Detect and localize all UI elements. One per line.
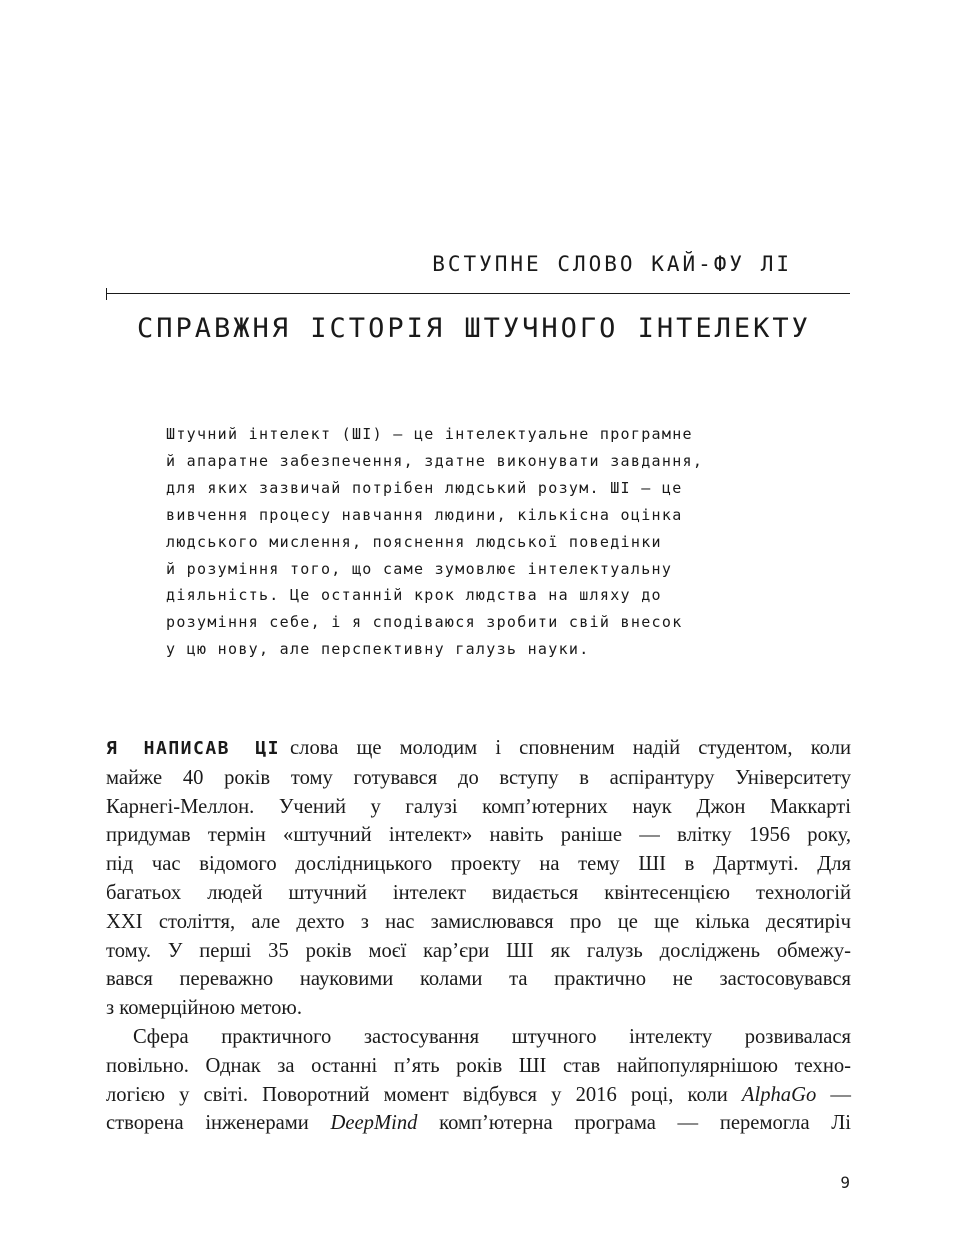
page-number: 9 [840,1173,850,1192]
body-line [106,1109,851,1138]
body-line-text: слова ще молодим і сповненим надій студентом, коли [290,737,851,759]
body-line: придумав термін «штучний інтелект» навіть раніше — влітку 1956 року, [106,824,851,847]
body-text-run: логією у світі. Поворотний момент відбувся у 2016 році, коли [106,1083,742,1106]
body-line [106,1081,851,1110]
epigraph-line: діяльність. Це останній крок людства на шляху до [166,586,662,605]
body-line: повільно. Однак за останні п’ять років ШІ став найпопулярнішою техно- [106,1054,851,1077]
body-text-run: комп’ютерна програма — перемогла Лі [417,1112,851,1135]
epigraph [166,421,806,663]
header-rule-tick [106,288,107,300]
body-text-run: — [816,1083,851,1106]
body-text-run: створена інженерами [106,1112,331,1135]
epigraph-line: людського мислення, пояснення людської поведінки [166,532,662,551]
chapter-title: СПРАВЖНЯ ІСТОРІЯ ШТУЧНОГО ІНТЕЛЕКТУ [137,313,811,344]
lead-in: Я НАПИСАВ ЦІ [106,738,281,759]
header-rule [106,293,850,294]
body-line: багатьох людей штучний інтелект видається квінтесенцією технологій [106,881,851,904]
epigraph-line: Штучний інтелект (ШІ) — це інтелектуальне програмне [166,425,693,443]
body-line: тому. У перші 35 років моєї кар’єри ШІ як галузь досліджень обмежу- [106,939,851,962]
body-line: XXI століття, але дехто з нас замислювався про це ще кілька десятиріч [106,910,851,933]
epigraph-line: для яких зазвичай потрібен людський розум. ШІ — це [166,478,683,497]
body-line: вався переважно науковими колами та практично не застосовувався [106,968,851,991]
epigraph-line: й апаратне забезпечення, здатне виконувати завдання, [166,451,704,470]
epigraph-line: розуміння себе, і я сподіваюся зробити свій внесок [166,613,683,632]
body-line: з комерційною метою. [106,997,302,1020]
epigraph-line: й розуміння того, що саме зумовлює інтелектуальну [166,559,673,578]
italic-term-alphago: AlphaGo [741,1083,817,1106]
body-line [106,734,851,764]
body-line: Карнегі-Меллон. Учений у галузі комп’ютерних наук Джон Маккарті [106,795,851,818]
body-text [106,734,851,1138]
body-line: під час відомого дослідницького проекту на тему ШІ в Дартмуті. Для [106,853,851,876]
body-line: Сфера практичного застосування штучного інтелекту розвивалася [133,1025,851,1048]
body-line: майже 40 років тому готувався до вступу в аспірантуру Університету [106,766,851,789]
italic-term-deepmind: DeepMind [330,1112,418,1135]
chapter-kicker: ВСТУПНЕ СЛОВО КАЙ-ФУ ЛІ [432,252,792,276]
epigraph-line: вивчення процесу навчання людини, кількісна оцінка [166,505,683,524]
epigraph-line: у цю нову, але перспективну галузь науки. [166,640,590,659]
